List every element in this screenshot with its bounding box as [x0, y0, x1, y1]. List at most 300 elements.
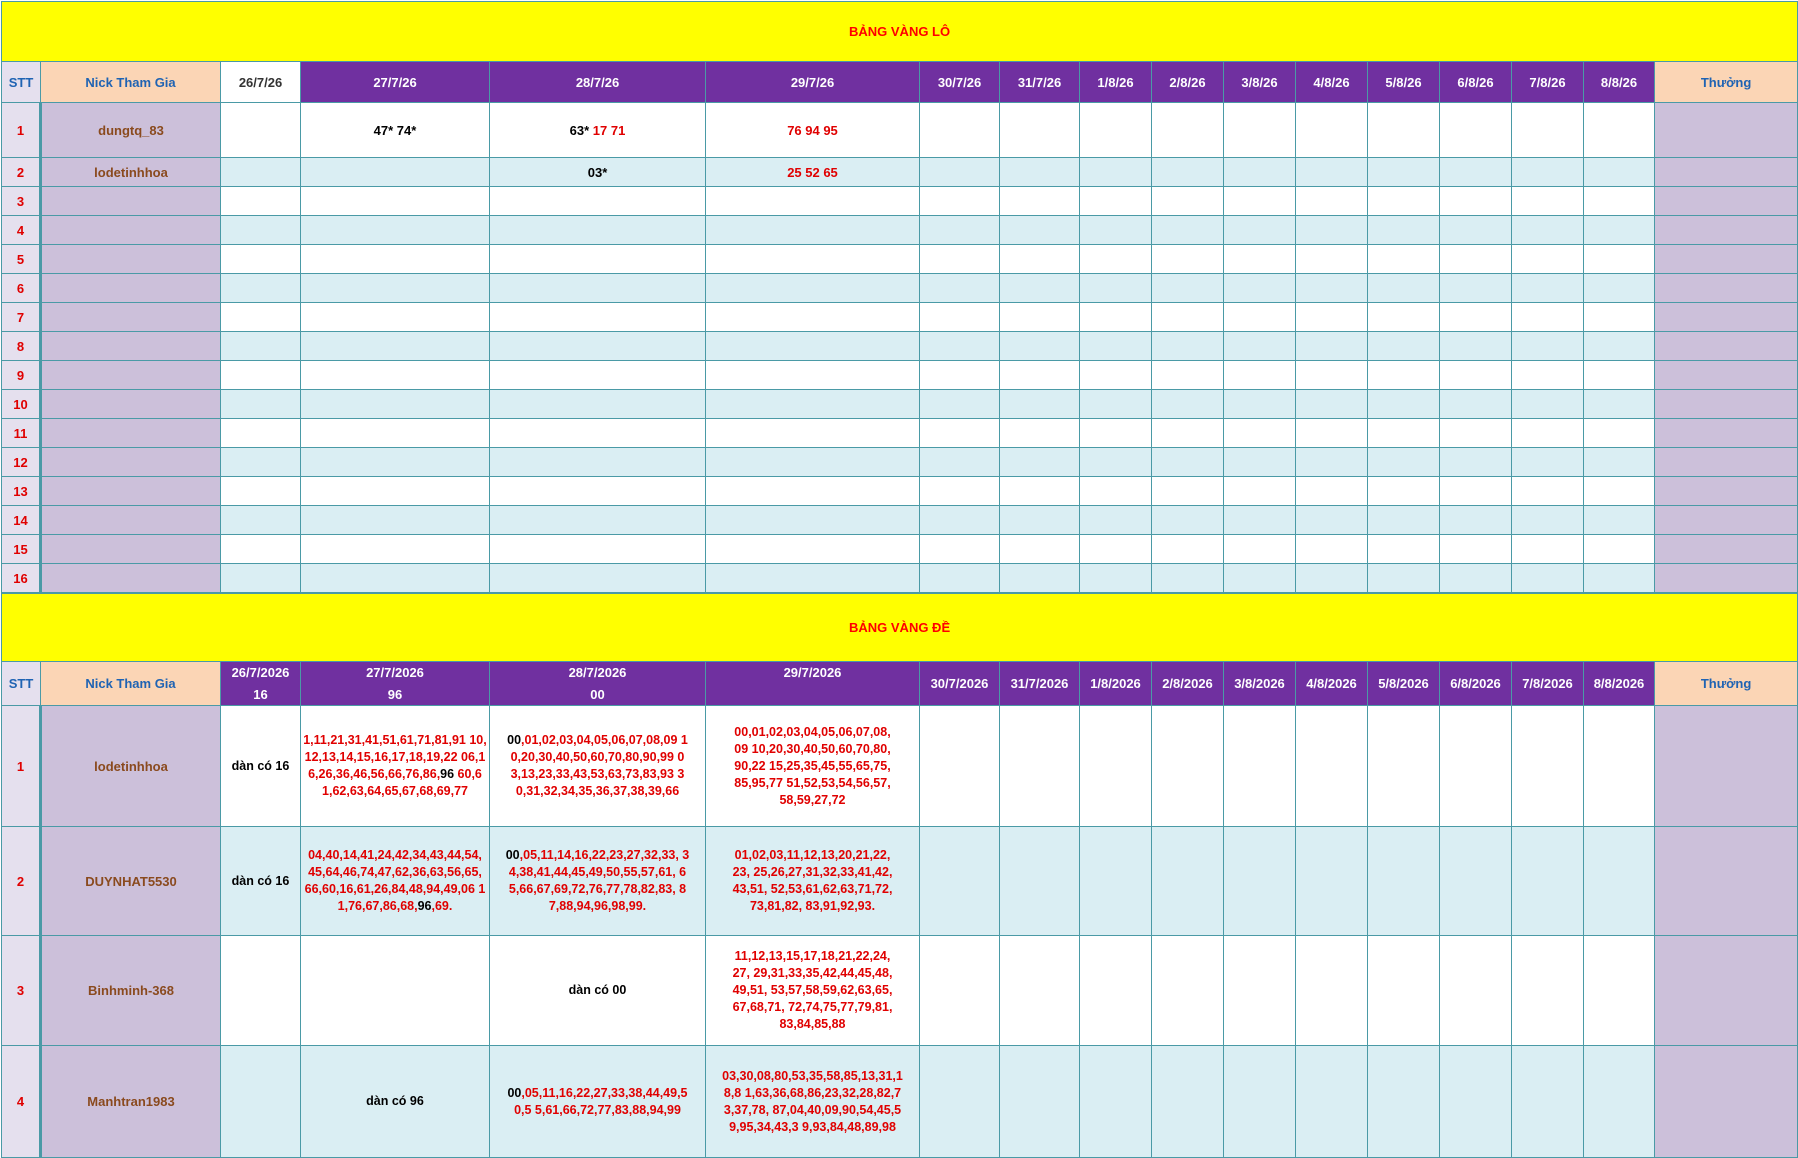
date-cell[interactable] — [221, 332, 301, 361]
date-cell[interactable] — [301, 187, 490, 216]
date-cell[interactable] — [301, 827, 490, 936]
date-cell[interactable] — [1152, 361, 1224, 390]
date-cell[interactable] — [490, 332, 706, 361]
date-cell[interactable] — [301, 332, 490, 361]
date-cell[interactable] — [1152, 303, 1224, 332]
nick-cell[interactable]: Binhminh-368 — [41, 936, 221, 1046]
date-cell[interactable] — [1368, 827, 1440, 936]
date-cell[interactable] — [1512, 245, 1584, 274]
date-cell[interactable] — [301, 303, 490, 332]
date-cell[interactable] — [221, 390, 301, 419]
date-cell[interactable] — [1584, 448, 1655, 477]
date-cell[interactable] — [1152, 477, 1224, 506]
nick-cell[interactable] — [41, 448, 221, 477]
date-cell[interactable] — [920, 187, 1000, 216]
date-cell[interactable] — [920, 332, 1000, 361]
date-cell[interactable] — [1080, 187, 1152, 216]
date-cell[interactable] — [1000, 187, 1080, 216]
date-cell[interactable] — [1368, 187, 1440, 216]
date-cell[interactable] — [490, 827, 706, 936]
date-cell[interactable] — [301, 361, 490, 390]
date-cell[interactable] — [1152, 216, 1224, 245]
date-cell[interactable] — [1296, 216, 1368, 245]
date-cell[interactable] — [706, 187, 920, 216]
reward-cell[interactable] — [1655, 158, 1798, 187]
nick-cell[interactable] — [41, 361, 221, 390]
date-cell[interactable] — [1440, 390, 1512, 419]
date-cell[interactable] — [1080, 936, 1152, 1046]
date-cell[interactable] — [490, 103, 706, 158]
date-cell[interactable] — [1080, 303, 1152, 332]
date-cell[interactable] — [1296, 477, 1368, 506]
date-cell[interactable] — [1152, 506, 1224, 535]
date-cell[interactable] — [1296, 1046, 1368, 1158]
date-cell[interactable] — [490, 419, 706, 448]
date-cell[interactable] — [1296, 103, 1368, 158]
date-cell[interactable] — [1152, 245, 1224, 274]
date-cell[interactable] — [1512, 419, 1584, 448]
date-cell[interactable] — [1368, 506, 1440, 535]
date-cell[interactable] — [1368, 448, 1440, 477]
date-cell[interactable] — [1584, 245, 1655, 274]
date-cell[interactable] — [1584, 535, 1655, 564]
date-cell[interactable] — [1296, 564, 1368, 593]
date-cell[interactable] — [301, 274, 490, 303]
date-cell[interactable] — [1080, 274, 1152, 303]
date-cell[interactable] — [490, 245, 706, 274]
reward-cell[interactable] — [1655, 390, 1798, 419]
date-cell[interactable] — [1152, 564, 1224, 593]
reward-cell[interactable] — [1655, 706, 1798, 827]
date-cell[interactable] — [1224, 103, 1296, 158]
date-cell[interactable] — [221, 187, 301, 216]
date-cell[interactable] — [1512, 361, 1584, 390]
reward-cell[interactable] — [1655, 245, 1798, 274]
date-cell[interactable] — [1080, 564, 1152, 593]
date-cell[interactable] — [1224, 158, 1296, 187]
reward-cell[interactable] — [1655, 506, 1798, 535]
date-cell[interactable] — [1440, 216, 1512, 245]
date-cell[interactable] — [706, 936, 920, 1046]
nick-cell[interactable] — [41, 274, 221, 303]
date-cell[interactable] — [1368, 419, 1440, 448]
date-cell[interactable] — [1512, 187, 1584, 216]
date-cell[interactable] — [1368, 245, 1440, 274]
date-cell[interactable] — [221, 477, 301, 506]
date-cell[interactable] — [221, 361, 301, 390]
date-cell[interactable] — [1512, 274, 1584, 303]
date-cell[interactable] — [1224, 303, 1296, 332]
date-cell[interactable] — [1440, 419, 1512, 448]
reward-cell[interactable] — [1655, 361, 1798, 390]
date-cell[interactable] — [1224, 216, 1296, 245]
date-cell[interactable] — [706, 245, 920, 274]
date-cell[interactable] — [706, 332, 920, 361]
date-cell[interactable] — [1440, 103, 1512, 158]
date-cell[interactable] — [1224, 936, 1296, 1046]
date-cell[interactable] — [1224, 332, 1296, 361]
date-cell[interactable] — [1584, 274, 1655, 303]
date-cell[interactable] — [706, 706, 920, 827]
date-cell[interactable] — [1440, 361, 1512, 390]
date-cell[interactable] — [490, 216, 706, 245]
date-cell[interactable] — [1368, 303, 1440, 332]
nick-cell[interactable]: lodetinhhoa — [41, 158, 221, 187]
date-cell[interactable] — [1224, 274, 1296, 303]
date-cell[interactable] — [1080, 477, 1152, 506]
date-cell[interactable] — [1296, 187, 1368, 216]
date-cell[interactable] — [1584, 936, 1655, 1046]
date-cell[interactable] — [1440, 274, 1512, 303]
date-cell[interactable] — [301, 216, 490, 245]
date-cell[interactable] — [301, 103, 490, 158]
date-cell[interactable] — [920, 564, 1000, 593]
reward-cell[interactable] — [1655, 1046, 1798, 1158]
nick-cell[interactable] — [41, 564, 221, 593]
nick-cell[interactable] — [41, 506, 221, 535]
date-cell[interactable] — [1152, 535, 1224, 564]
date-cell[interactable] — [221, 448, 301, 477]
date-cell[interactable] — [1224, 448, 1296, 477]
date-cell[interactable] — [1440, 827, 1512, 936]
date-cell[interactable] — [221, 535, 301, 564]
date-cell[interactable] — [1512, 827, 1584, 936]
date-cell[interactable] — [1296, 506, 1368, 535]
date-cell[interactable] — [1512, 936, 1584, 1046]
date-cell[interactable] — [221, 303, 301, 332]
date-cell[interactable] — [1000, 506, 1080, 535]
date-cell[interactable] — [490, 361, 706, 390]
date-cell[interactable] — [920, 535, 1000, 564]
date-cell[interactable] — [1080, 535, 1152, 564]
date-cell[interactable] — [1584, 506, 1655, 535]
date-cell[interactable] — [490, 936, 706, 1046]
date-cell[interactable] — [1000, 448, 1080, 477]
date-cell[interactable] — [221, 158, 301, 187]
date-cell[interactable] — [1512, 477, 1584, 506]
date-cell[interactable] — [1224, 564, 1296, 593]
reward-cell[interactable] — [1655, 535, 1798, 564]
date-cell[interactable] — [1296, 448, 1368, 477]
date-cell[interactable] — [1368, 1046, 1440, 1158]
date-cell[interactable] — [490, 506, 706, 535]
date-cell[interactable] — [1000, 303, 1080, 332]
date-cell[interactable] — [301, 506, 490, 535]
date-cell[interactable] — [920, 245, 1000, 274]
reward-cell[interactable] — [1655, 332, 1798, 361]
date-cell[interactable] — [301, 245, 490, 274]
date-cell[interactable] — [1000, 103, 1080, 158]
date-cell[interactable] — [490, 158, 706, 187]
date-cell[interactable] — [1368, 216, 1440, 245]
reward-cell[interactable] — [1655, 274, 1798, 303]
date-cell[interactable] — [706, 827, 920, 936]
date-cell[interactable] — [301, 706, 490, 827]
date-cell[interactable] — [1000, 706, 1080, 827]
date-cell[interactable] — [920, 827, 1000, 936]
date-cell[interactable] — [490, 477, 706, 506]
date-cell[interactable] — [221, 419, 301, 448]
date-cell[interactable] — [1512, 103, 1584, 158]
date-cell[interactable] — [1152, 187, 1224, 216]
date-cell[interactable] — [1512, 158, 1584, 187]
date-cell[interactable] — [1512, 332, 1584, 361]
date-cell[interactable] — [1000, 535, 1080, 564]
date-cell[interactable] — [1368, 361, 1440, 390]
date-cell[interactable] — [1224, 1046, 1296, 1158]
date-cell[interactable] — [1296, 419, 1368, 448]
date-cell[interactable] — [1440, 332, 1512, 361]
date-cell[interactable] — [1368, 706, 1440, 827]
date-cell[interactable] — [1080, 706, 1152, 827]
date-cell[interactable] — [1000, 158, 1080, 187]
date-cell[interactable] — [1080, 216, 1152, 245]
date-cell[interactable] — [1000, 1046, 1080, 1158]
date-cell[interactable] — [1512, 564, 1584, 593]
date-cell[interactable] — [1296, 361, 1368, 390]
date-cell[interactable] — [706, 477, 920, 506]
date-cell[interactable] — [1584, 564, 1655, 593]
date-cell[interactable] — [920, 1046, 1000, 1158]
date-cell[interactable] — [490, 1046, 706, 1158]
date-cell[interactable] — [1000, 477, 1080, 506]
date-cell[interactable] — [1440, 1046, 1512, 1158]
date-cell[interactable] — [1152, 158, 1224, 187]
date-cell[interactable] — [1080, 361, 1152, 390]
date-cell[interactable] — [1584, 216, 1655, 245]
date-cell[interactable] — [920, 303, 1000, 332]
date-cell[interactable] — [1152, 448, 1224, 477]
date-cell[interactable] — [1584, 419, 1655, 448]
date-cell[interactable] — [1000, 332, 1080, 361]
reward-cell[interactable] — [1655, 419, 1798, 448]
date-cell[interactable] — [1000, 216, 1080, 245]
reward-cell[interactable] — [1655, 303, 1798, 332]
nick-cell[interactable] — [41, 419, 221, 448]
date-cell[interactable] — [301, 419, 490, 448]
date-cell[interactable] — [1224, 827, 1296, 936]
date-cell[interactable] — [1296, 827, 1368, 936]
date-cell[interactable] — [1440, 477, 1512, 506]
date-cell[interactable] — [1224, 706, 1296, 827]
date-cell[interactable] — [1512, 390, 1584, 419]
date-cell[interactable] — [221, 216, 301, 245]
date-cell[interactable] — [1368, 535, 1440, 564]
date-cell[interactable] — [920, 216, 1000, 245]
date-cell[interactable] — [221, 564, 301, 593]
nick-cell[interactable]: DUYNHAT5530 — [41, 827, 221, 936]
date-cell[interactable] — [1080, 1046, 1152, 1158]
date-cell[interactable] — [1584, 158, 1655, 187]
date-cell[interactable] — [301, 390, 490, 419]
date-cell[interactable] — [221, 706, 301, 827]
date-cell[interactable] — [1296, 535, 1368, 564]
date-cell[interactable] — [1000, 245, 1080, 274]
date-cell[interactable] — [706, 390, 920, 419]
date-cell[interactable] — [1368, 477, 1440, 506]
nick-cell[interactable] — [41, 187, 221, 216]
date-cell[interactable] — [490, 448, 706, 477]
date-cell[interactable] — [1584, 332, 1655, 361]
date-cell[interactable] — [1000, 936, 1080, 1046]
date-cell[interactable] — [1584, 706, 1655, 827]
nick-cell[interactable]: dungtq_83 — [41, 103, 221, 158]
date-cell[interactable] — [1512, 535, 1584, 564]
date-cell[interactable] — [1440, 245, 1512, 274]
date-cell[interactable] — [920, 477, 1000, 506]
date-cell[interactable] — [1000, 274, 1080, 303]
date-cell[interactable] — [1000, 419, 1080, 448]
nick-cell[interactable] — [41, 477, 221, 506]
date-cell[interactable] — [1296, 332, 1368, 361]
date-cell[interactable] — [301, 936, 490, 1046]
date-cell[interactable] — [490, 303, 706, 332]
date-cell[interactable] — [920, 361, 1000, 390]
date-cell[interactable] — [490, 187, 706, 216]
date-cell[interactable] — [1440, 303, 1512, 332]
date-cell[interactable] — [1512, 1046, 1584, 1158]
date-cell[interactable] — [221, 274, 301, 303]
date-cell[interactable] — [1440, 187, 1512, 216]
date-cell[interactable] — [1152, 332, 1224, 361]
date-cell[interactable] — [1440, 706, 1512, 827]
nick-cell[interactable] — [41, 303, 221, 332]
date-cell[interactable] — [1368, 390, 1440, 419]
date-cell[interactable] — [1584, 390, 1655, 419]
date-cell[interactable] — [706, 103, 920, 158]
nick-cell[interactable] — [41, 216, 221, 245]
date-cell[interactable] — [1584, 187, 1655, 216]
date-cell[interactable] — [1224, 477, 1296, 506]
date-cell[interactable] — [706, 535, 920, 564]
date-cell[interactable] — [1080, 103, 1152, 158]
date-cell[interactable] — [301, 448, 490, 477]
date-cell[interactable] — [1080, 390, 1152, 419]
date-cell[interactable] — [1080, 827, 1152, 936]
date-cell[interactable] — [1000, 827, 1080, 936]
date-cell[interactable] — [1584, 477, 1655, 506]
date-cell[interactable] — [490, 274, 706, 303]
date-cell[interactable] — [706, 564, 920, 593]
reward-cell[interactable] — [1655, 448, 1798, 477]
reward-cell[interactable] — [1655, 477, 1798, 506]
nick-cell[interactable]: lodetinhhoa — [41, 706, 221, 827]
date-cell[interactable] — [490, 564, 706, 593]
date-cell[interactable] — [706, 506, 920, 535]
reward-cell[interactable] — [1655, 827, 1798, 936]
date-cell[interactable] — [1152, 936, 1224, 1046]
date-cell[interactable] — [490, 390, 706, 419]
date-cell[interactable] — [221, 936, 301, 1046]
date-cell[interactable] — [1440, 564, 1512, 593]
date-cell[interactable] — [1440, 936, 1512, 1046]
date-cell[interactable] — [706, 303, 920, 332]
date-cell[interactable] — [1152, 827, 1224, 936]
reward-cell[interactable] — [1655, 103, 1798, 158]
date-cell[interactable] — [1224, 390, 1296, 419]
nick-cell[interactable] — [41, 390, 221, 419]
date-cell[interactable] — [1152, 706, 1224, 827]
date-cell[interactable] — [1224, 419, 1296, 448]
date-cell[interactable] — [1224, 245, 1296, 274]
date-cell[interactable] — [221, 827, 301, 936]
date-cell[interactable] — [1512, 216, 1584, 245]
date-cell[interactable] — [920, 448, 1000, 477]
date-cell[interactable] — [1296, 158, 1368, 187]
date-cell[interactable] — [1224, 506, 1296, 535]
date-cell[interactable] — [1080, 245, 1152, 274]
date-cell[interactable] — [1080, 332, 1152, 361]
date-cell[interactable] — [1584, 103, 1655, 158]
date-cell[interactable] — [1080, 448, 1152, 477]
nick-cell[interactable] — [41, 535, 221, 564]
date-cell[interactable] — [301, 1046, 490, 1158]
date-cell[interactable] — [1000, 361, 1080, 390]
date-cell[interactable] — [920, 506, 1000, 535]
nick-cell[interactable] — [41, 332, 221, 361]
date-cell[interactable] — [1152, 1046, 1224, 1158]
date-cell[interactable] — [301, 477, 490, 506]
date-cell[interactable] — [1512, 706, 1584, 827]
date-cell[interactable] — [1584, 827, 1655, 936]
date-cell[interactable] — [1584, 1046, 1655, 1158]
date-cell[interactable] — [1584, 303, 1655, 332]
date-cell[interactable] — [920, 274, 1000, 303]
reward-cell[interactable] — [1655, 936, 1798, 1046]
date-cell[interactable] — [301, 535, 490, 564]
date-cell[interactable] — [221, 103, 301, 158]
date-cell[interactable] — [1368, 103, 1440, 158]
date-cell[interactable] — [1296, 303, 1368, 332]
reward-cell[interactable] — [1655, 187, 1798, 216]
date-cell[interactable] — [1512, 303, 1584, 332]
reward-cell[interactable] — [1655, 216, 1798, 245]
date-cell[interactable] — [1080, 506, 1152, 535]
date-cell[interactable] — [1152, 103, 1224, 158]
date-cell[interactable] — [920, 706, 1000, 827]
date-cell[interactable] — [706, 274, 920, 303]
date-cell[interactable] — [1368, 936, 1440, 1046]
date-cell[interactable] — [1296, 706, 1368, 827]
date-cell[interactable] — [1152, 419, 1224, 448]
nick-cell[interactable]: Manhtran1983 — [41, 1046, 221, 1158]
date-cell[interactable] — [1584, 361, 1655, 390]
date-cell[interactable] — [1000, 390, 1080, 419]
date-cell[interactable] — [920, 103, 1000, 158]
reward-cell[interactable] — [1655, 564, 1798, 593]
date-cell[interactable] — [920, 158, 1000, 187]
date-cell[interactable] — [1368, 332, 1440, 361]
date-cell[interactable] — [1152, 390, 1224, 419]
date-cell[interactable] — [1512, 506, 1584, 535]
date-cell[interactable] — [221, 1046, 301, 1158]
date-cell[interactable] — [706, 419, 920, 448]
date-cell[interactable] — [1080, 158, 1152, 187]
date-cell[interactable] — [301, 158, 490, 187]
date-cell[interactable] — [1296, 274, 1368, 303]
date-cell[interactable] — [706, 1046, 920, 1158]
date-cell[interactable] — [490, 706, 706, 827]
date-cell[interactable] — [1224, 535, 1296, 564]
date-cell[interactable] — [920, 419, 1000, 448]
date-cell[interactable] — [221, 506, 301, 535]
date-cell[interactable] — [706, 158, 920, 187]
date-cell[interactable] — [1440, 506, 1512, 535]
date-cell[interactable] — [1000, 564, 1080, 593]
date-cell[interactable] — [920, 936, 1000, 1046]
date-cell[interactable] — [1296, 245, 1368, 274]
date-cell[interactable] — [1080, 419, 1152, 448]
